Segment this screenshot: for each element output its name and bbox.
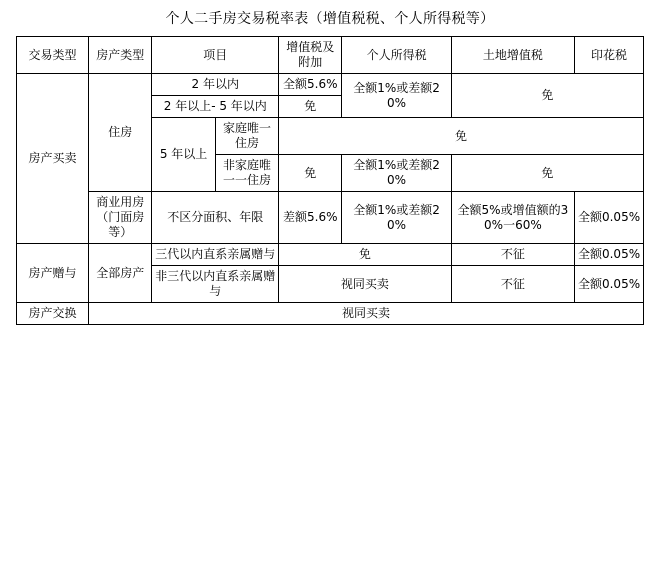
table-row bbox=[17, 192, 644, 244]
cell-stamp-commercial: 全额0.05% bbox=[575, 192, 644, 244]
header-vat: 增值税及附加 bbox=[279, 37, 342, 74]
cell-merged-sole-home-exempt: 免 bbox=[279, 118, 644, 155]
table-row bbox=[17, 244, 644, 266]
cell-landvat-within-5-years: 免 bbox=[451, 74, 643, 118]
cell-iit-commercial: 全额1%或差额20% bbox=[342, 192, 451, 244]
cell-transaction-type-gift: 房产赠与 bbox=[17, 244, 89, 303]
cell-stamp-gift-within-3: 全额0.05% bbox=[575, 244, 644, 266]
cell-transaction-type-sale: 房产买卖 bbox=[17, 74, 89, 244]
cell-merged-gift-beyond-3: 视同买卖 bbox=[279, 266, 452, 303]
cell-vat-not-sole-home: 免 bbox=[279, 155, 342, 192]
cell-landvat-not-sole-home: 免 bbox=[451, 155, 643, 192]
table-row bbox=[17, 74, 644, 96]
cell-iit-not-sole-home: 全额1%或差额20% bbox=[342, 155, 451, 192]
table-header-row bbox=[17, 37, 644, 74]
cell-item-over-5-years: 5 年以上 bbox=[152, 118, 215, 192]
tax-rate-table bbox=[16, 36, 644, 325]
cell-vat-2-to-5-years: 免 bbox=[279, 96, 342, 118]
cell-landvat-gift-within-3: 不征 bbox=[451, 244, 574, 266]
header-stamp-tax: 印花税 bbox=[575, 37, 644, 74]
cell-item-commercial: 不区分面积、年限 bbox=[152, 192, 279, 244]
cell-sub-sole-home: 家庭唯一住房 bbox=[215, 118, 278, 155]
cell-landvat-gift-beyond-3: 不征 bbox=[451, 266, 574, 303]
cell-property-type-residential: 住房 bbox=[89, 74, 152, 192]
cell-property-type-all: 全部房产 bbox=[89, 244, 152, 303]
cell-vat-commercial: 差额5.6% bbox=[279, 192, 342, 244]
cell-item-2-to-5-years: 2 年以上- 5 年以内 bbox=[152, 96, 279, 118]
cell-merged-gift-within-3-exempt: 免 bbox=[279, 244, 452, 266]
cell-merged-exchange: 视同买卖 bbox=[89, 303, 644, 325]
cell-property-type-commercial: 商业用房（门面房等） bbox=[89, 192, 152, 244]
cell-landvat-commercial: 全额5%或增值额的30%一60% bbox=[451, 192, 574, 244]
header-transaction-type: 交易类型 bbox=[17, 37, 89, 74]
cell-vat-within-2-years: 全额5.6% bbox=[279, 74, 342, 96]
table-row bbox=[17, 303, 644, 325]
cell-stamp-gift-beyond-3: 全额0.05% bbox=[575, 266, 644, 303]
header-land-vat: 土地增值税 bbox=[451, 37, 574, 74]
header-item: 项目 bbox=[152, 37, 279, 74]
cell-item-within-2-years: 2 年以内 bbox=[152, 74, 279, 96]
cell-iit-within-5-years: 全额1%或差额20% bbox=[342, 74, 451, 118]
cell-transaction-type-exchange: 房产交换 bbox=[17, 303, 89, 325]
header-property-type: 房产类型 bbox=[89, 37, 152, 74]
header-personal-income-tax: 个人所得税 bbox=[342, 37, 451, 74]
cell-sub-not-sole-home: 非家庭唯一一住房 bbox=[215, 155, 278, 192]
cell-item-within-3-generations: 三代以内直系亲属赠与 bbox=[152, 244, 279, 266]
cell-item-beyond-3-generations: 非三代以内直系亲属赠与 bbox=[152, 266, 279, 303]
page-title: 个人二手房交易税率表（增值税税、个人所得税等） bbox=[165, 11, 495, 27]
